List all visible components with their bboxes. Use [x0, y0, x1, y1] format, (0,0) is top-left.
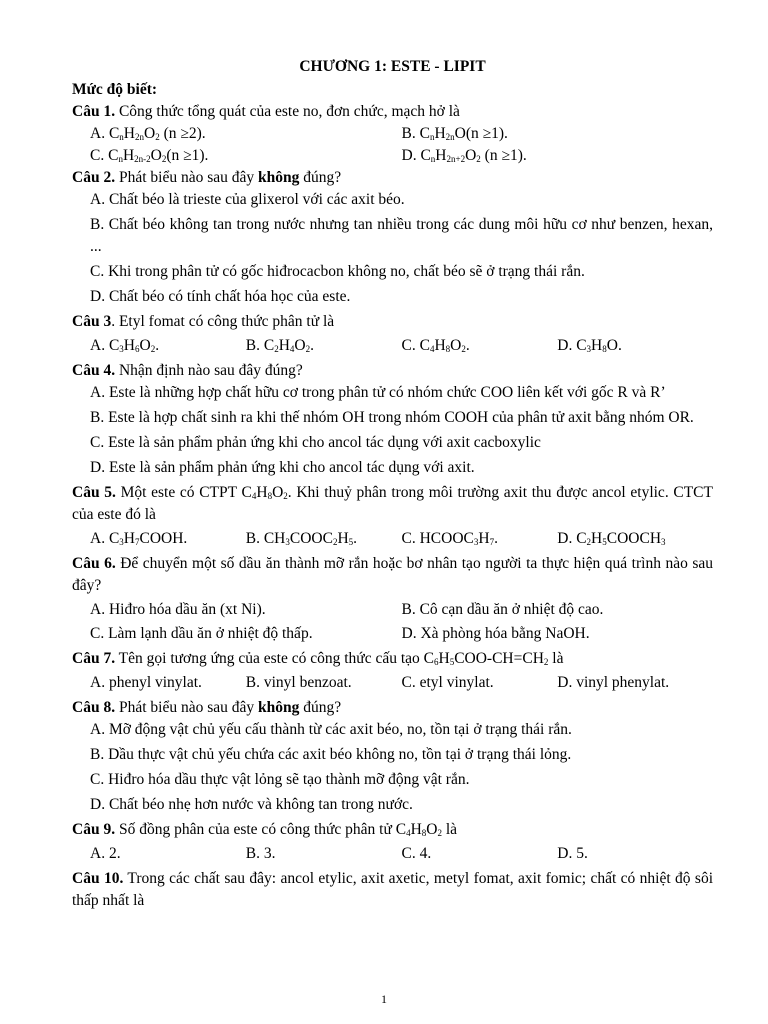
option-a: A. $C_nH_{2n}O_2$ (n ≥2).: [90, 125, 206, 142]
question-text-end: đúng?: [299, 169, 342, 186]
option-a: A. Mỡ động vật chủ yếu cấu thành từ các axit béo, no, tồn tại ở trạng thái rắn.: [90, 721, 572, 738]
option-d: D. Xà phòng hóa bằng NaOH.: [401, 625, 590, 642]
option-c: C. Hiđro hóa dầu thực vật lỏng sẽ tạo thành mỡ động vật rắn.: [90, 771, 470, 788]
option-d: D. Chất béo nhẹ hơn nước và không tan trong nước.: [90, 796, 413, 813]
question-label: Câu 3: [72, 313, 112, 330]
question-text: . Etyl fomat có công thức phân tử là: [111, 313, 335, 330]
option-a: A. $C_3H_6O_2$.: [90, 337, 160, 354]
option-c: C. Este là sản phẩm phản ứng khi cho ancol tác dụng với axit cacboxylic: [90, 434, 541, 451]
question-10: [72, 868, 713, 912]
question-8: [72, 697, 713, 719]
options-row: [72, 843, 713, 865]
option-c: C. Khi trong phân tử có gốc hiđrocacbon không no, chất béo sẽ ở trạng thái rắn.: [90, 263, 585, 280]
option-b: B. vinyl benzoat.: [245, 674, 352, 691]
question-2: [72, 167, 713, 189]
option-a: A. Chất béo là trieste của glixerol với các axit béo.: [90, 191, 405, 208]
emphasis-not: không: [258, 169, 300, 186]
question-text: Nhận định nào sau đây đúng?: [115, 362, 303, 379]
option-d: D. 5.: [557, 845, 588, 862]
option-a: A. Hiđro hóa dầu ăn (xt Ni).: [90, 601, 266, 618]
option-c: C. etyl vinylat.: [401, 674, 494, 691]
option-b: B. $CH_3COOC_2H_5$.: [245, 530, 358, 547]
difficulty-level-heading: Mức độ biết:: [72, 81, 158, 98]
page-number: 1: [381, 992, 387, 1006]
question-5: [72, 482, 713, 526]
options-row: [72, 672, 713, 694]
emphasis-not: không: [258, 699, 300, 716]
question-3: [72, 311, 713, 333]
question-text: Để chuyển một số dầu ăn thành mỡ rắn hoặc bơ nhân tạo người ta thực hiện quá trình nào sau đây?: [72, 555, 713, 594]
option-b: B. $C_2H_4O_2$.: [245, 337, 314, 354]
options-row: [72, 623, 713, 645]
question-7: [72, 648, 713, 670]
question-9: [72, 819, 713, 841]
question-label: Câu 7.: [72, 650, 116, 667]
question-6: [72, 553, 713, 597]
option-d: D. vinyl phenylat.: [557, 674, 670, 691]
question-label: Câu 4.: [72, 362, 116, 379]
question-label: Câu 1.: [72, 103, 116, 120]
question-label: Câu 5.: [72, 484, 116, 501]
option-c: C. $C_4H_8O_2$.: [401, 337, 470, 354]
options-row: [72, 145, 713, 167]
question-text: Phát biểu nào sau đây: [115, 699, 258, 716]
options-row: [72, 528, 713, 550]
question-4: [72, 360, 713, 382]
options-row: [72, 123, 713, 145]
chapter-title: CHƯƠNG 1: ESTE - LIPIT: [299, 58, 486, 75]
question-text: Công thức tổng quát của este no, đơn chức, mạch hở là: [115, 103, 460, 120]
question-text: Phát biểu nào sau đây: [115, 169, 258, 186]
question-text: Tên gọi tương ứng của este có công thức cấu tạo $C_6H_5COO-CH=CH_2$ là: [115, 650, 564, 667]
options-row: [72, 599, 713, 621]
option-d: D. $C_nH_{2n+2}O_2$ (n ≥1).: [401, 147, 527, 164]
question-label: Câu 2.: [72, 169, 116, 186]
option-d: D. Este là sản phẩm phản ứng khi cho ancol tác dụng với axit.: [90, 459, 475, 476]
option-c: C. 4.: [401, 845, 432, 862]
option-b: B. Este là hợp chất sinh ra khi thế nhóm OH trong nhóm COOH của phân tử axit bằng nhóm OR.: [90, 409, 694, 426]
option-c: C. $C_nH_{2n-2}O_2(n \ge 1)$.: [90, 147, 209, 164]
question-1: [72, 101, 713, 123]
question-label: Câu 8.: [72, 699, 116, 716]
question-text: Trong các chất sau đây: ancol etylic, axit axetic, metyl fomat, axit fomic; chất có nhiệt độ sôi thấp nhất là: [72, 870, 713, 909]
option-b: B. Chất béo không tan trong nước nhưng tan nhiều trong các dung môi hữu cơ như benzen, hexan, ...: [90, 216, 713, 255]
option-b: B. Cô cạn dầu ăn ở nhiệt độ cao.: [401, 601, 604, 618]
option-d: D. $C_2H_5COOCH_3$: [557, 530, 666, 547]
option-d: D. Chất béo có tính chất hóa học của este.: [90, 288, 351, 305]
option-b: B. 3.: [245, 845, 276, 862]
document-page: [72, 56, 713, 912]
option-c: C. $HCOOC_3H_7$.: [401, 530, 498, 547]
question-text: Số đồng phân của este có công thức phân tử $C_4H_8O_2$ là: [115, 821, 458, 838]
question-label: Câu 6.: [72, 555, 116, 572]
option-a: A. $C_3H_7COOH$.: [90, 530, 188, 547]
question-text: Một este có CTPT $C_4H_8O_2$. Khi thuỷ phân trong môi trường axit thu được ancol etylic. CTCT của este đó là: [72, 484, 713, 523]
option-a: A. 2.: [90, 845, 121, 862]
question-label: Câu 10.: [72, 870, 124, 887]
question-text-end: đúng?: [299, 699, 342, 716]
option-c: C. Làm lạnh dầu ăn ở nhiệt độ thấp.: [90, 625, 313, 642]
option-d: D. $C_3H_8O$.: [557, 337, 622, 354]
option-a: A. Este là những hợp chất hữu cơ trong phân tử có nhóm chức COO liên kết với gốc R và R’: [90, 384, 666, 401]
options-row: [72, 335, 713, 357]
option-b: B. Dầu thực vật chủ yếu chứa các axit béo không no, tồn tại ở trạng thái lỏng.: [90, 746, 572, 763]
option-b: B. $C_nH_{2n}O(n \ge 1)$.: [401, 125, 508, 142]
option-a: A. phenyl vinylat.: [90, 674, 202, 691]
question-label: Câu 9.: [72, 821, 116, 838]
